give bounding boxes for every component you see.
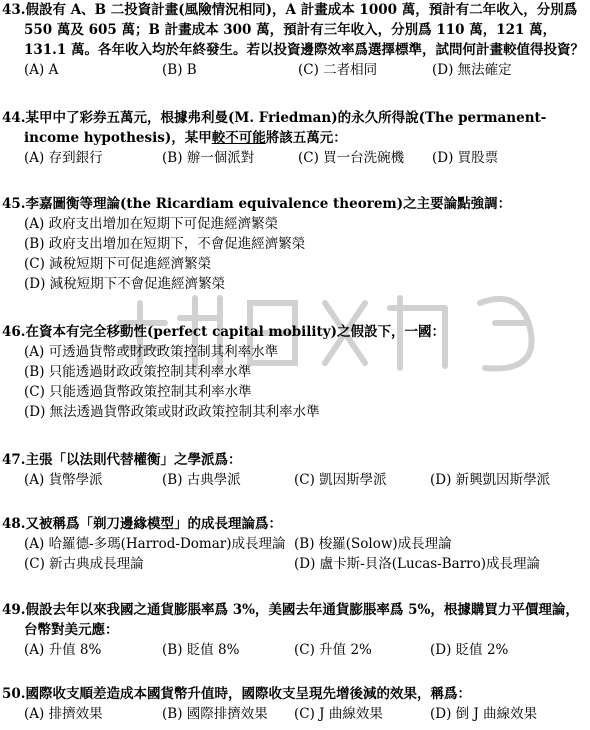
question-number: 45. xyxy=(2,196,26,212)
option-a[interactable]: (A) 可透過貨幣或財政政策控制其利率水準 xyxy=(24,344,279,360)
option-c[interactable]: (C) 凱因斯學派 xyxy=(294,472,387,488)
options-row xyxy=(0,148,590,168)
option-a[interactable]: (A) 哈羅德-多瑪(Harrod-Domar)成長理論 xyxy=(24,536,286,552)
question-text: 又被稱爲「剃刀邊緣模型」的成長理論爲： xyxy=(25,516,282,532)
option-c[interactable]: (C) 新古典成長理論 xyxy=(24,556,144,572)
options-row xyxy=(0,704,590,724)
options-row xyxy=(0,640,590,660)
question-text: 主張「以法則代替權衡」之學派爲： xyxy=(25,452,242,468)
question-text-end: 將該五萬元： xyxy=(265,130,347,146)
options-row xyxy=(0,60,590,80)
option-d[interactable]: (D) 倒 J 曲線效果 xyxy=(430,706,538,722)
question-number: 48. xyxy=(2,516,26,532)
option-b[interactable]: (B) B xyxy=(162,62,197,78)
option-a[interactable]: (A) A xyxy=(24,62,59,78)
option-b[interactable]: (B) 古典學派 xyxy=(162,472,241,488)
question-46 xyxy=(0,322,590,422)
option-a[interactable]: (A) 排擠效果 xyxy=(24,706,103,722)
question-stem xyxy=(0,194,590,214)
options-row xyxy=(0,554,590,574)
option-a[interactable]: (A) 升值 8% xyxy=(24,642,102,658)
question-number: 44. xyxy=(2,110,26,126)
option-b[interactable]: (B) 梭羅(Solow)成長理論 xyxy=(294,536,452,552)
question-text: 李嘉圖衡等理論(the Ricardiam equivalence theorem)之主要論點強調： xyxy=(25,196,512,212)
option-c[interactable]: (C) 減稅短期下可促進經濟繁榮 xyxy=(24,256,212,272)
option-a[interactable]: (A) 存到銀行 xyxy=(24,150,103,166)
question-49 xyxy=(0,600,590,660)
question-number: 47. xyxy=(2,452,26,468)
question-43 xyxy=(0,0,590,80)
question-stem xyxy=(0,450,590,470)
question-50 xyxy=(0,684,590,724)
option-a[interactable]: (A) 政府支出增加在短期下可促進經濟繁榮 xyxy=(24,216,279,232)
question-stem xyxy=(0,322,590,342)
question-text: 在資本有完全移動性(perfect capital mobility)之假設下，一國： xyxy=(25,324,446,340)
option-d[interactable]: (D) 無法透過貨幣政策或財政政策控制其利率水準 xyxy=(24,404,320,420)
option-d[interactable]: (D) 新興凱因斯學派 xyxy=(430,472,551,488)
option-d[interactable]: (D) 減稅短期下不會促進經濟繁榮 xyxy=(24,276,226,292)
option-c[interactable]: (C) J 曲線效果 xyxy=(294,706,383,722)
option-d[interactable]: (D) 無法確定 xyxy=(432,62,512,78)
question-47 xyxy=(0,450,590,490)
question-text: 國際收支順差造成本國貨幣升值時，國際收支呈現先增後減的效果，稱爲： xyxy=(25,686,471,702)
question-number: 46. xyxy=(2,324,26,340)
question-number: 49. xyxy=(2,602,26,618)
question-stem xyxy=(0,600,590,640)
question-45 xyxy=(0,194,590,294)
question-number: 50. xyxy=(2,686,26,702)
question-stem xyxy=(0,514,590,534)
question-text: 某甲中了彩券五萬元，根據弗利曼(M. Friedman)的永久所得說(The permanent-income hypothesis)，某甲 xyxy=(24,110,547,146)
option-b[interactable]: (B) 只能透過財政政策控制其利率水準 xyxy=(24,364,252,380)
question-48 xyxy=(0,514,590,574)
question-44 xyxy=(0,108,590,168)
question-text: 假設去年以來我國之通貨膨脹率爲 3%，美國去年通貨膨脹率爲 5%，根據購買力平價理論，台幣對美元應： xyxy=(24,602,579,638)
option-d[interactable]: (D) 貶值 2% xyxy=(430,642,509,658)
option-b[interactable]: (B) 國際排擠效果 xyxy=(162,706,268,722)
option-c[interactable]: (C) 買一台洗碗機 xyxy=(298,150,405,166)
option-c[interactable]: (C) 升值 2% xyxy=(294,642,372,658)
question-stem xyxy=(0,0,590,60)
options-row xyxy=(0,470,590,490)
question-stem xyxy=(0,684,590,704)
options-row xyxy=(0,534,590,554)
option-a[interactable]: (A) 貨幣學派 xyxy=(24,472,103,488)
underlined-phrase: 較不可能 xyxy=(211,130,266,146)
option-b[interactable]: (B) 辦一個派對 xyxy=(162,150,255,166)
question-stem xyxy=(0,108,590,148)
option-b[interactable]: (B) 貶值 8% xyxy=(162,642,240,658)
option-c[interactable]: (C) 二者相同 xyxy=(298,62,378,78)
question-text: 假設有 A、B 二投資計畫(風險情況相同)，A 計畫成本 1000 萬，預計有二年收入，分別爲 550 萬及 605 萬；B 計畫成本 300 萬，預計有三年收入，分別爲 110 萬，121 萬，131.1 萬。各年收入均於年終發生。若以投資邊際效率爲選擇標準，試問何計畫較值得投資？ xyxy=(24,2,584,58)
option-b[interactable]: (B) 政府支出增加在短期下，不會促進經濟繁榮 xyxy=(24,236,306,252)
question-number: 43. xyxy=(2,2,26,18)
option-c[interactable]: (C) 只能透過貨幣政策控制其利率水準 xyxy=(24,384,252,400)
option-d[interactable]: (D) 盧卡斯-貝洛(Lucas-Barro)成長理論 xyxy=(294,556,541,572)
option-d[interactable]: (D) 買股票 xyxy=(432,150,499,166)
